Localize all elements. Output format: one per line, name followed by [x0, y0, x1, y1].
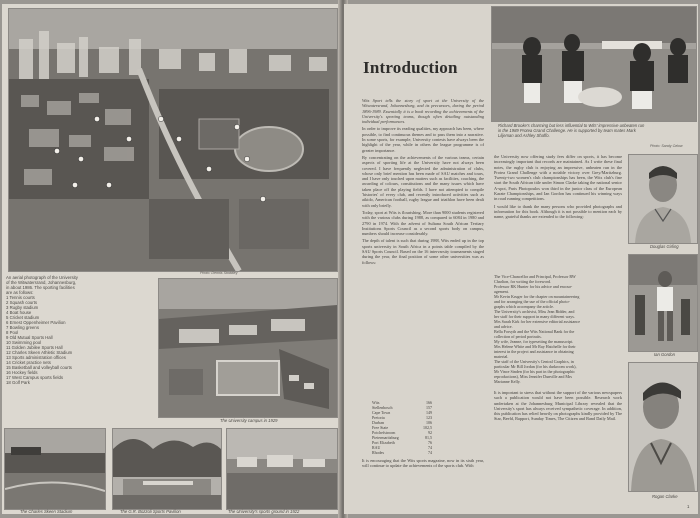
ack-line: collection of period portraits.	[494, 334, 542, 339]
ack-line: material.	[494, 354, 509, 359]
paragraph: The depth of talent is such that during 1988, Wits ended up in the top sports university in South Africa in a points table compiled by the SAU Sports Council. Based on the 16 intervarsity tournaments staged during the year, the final position of some other universities was as follows:	[362, 238, 484, 265]
sports-ground-1922-photo	[226, 428, 338, 510]
legend-line: 9 Old Mutual Sports Hall	[6, 335, 53, 340]
paragraph: In order to improve its reading qualities, my approach has been, where possible, to find continuous themes and to pass them into a narrative. In some sports, for example, University contests have always been the highlight of the year, while in others the league programme is of greater importance.	[362, 126, 484, 153]
legend-line: 6 Ernest Oppenheimer Pavilion	[6, 320, 66, 325]
douglas-girling-caption: Douglas Girling	[650, 244, 679, 249]
text-column-2-closing	[494, 390, 622, 508]
university-name: Durban	[372, 420, 384, 425]
score: 74	[428, 445, 432, 450]
ack-line: Professor RK Hunter for his advice and encour-	[494, 284, 573, 289]
bozzoli-pavilion-photo	[112, 428, 222, 510]
rugby-photo-caption: Richard Brooke's charming but less influential to Wits' impressive unbeaten run in the 1989 Protea Grand Challenge. He is supported by team mates Mark Liljeman and Ashley Shaffo.	[498, 123, 645, 138]
paragraph: It is important to stress that without the support of the various newspapers such a publication would not have been possible. Research work undertaken at the Johannesburg Municipal Library revealed that the University's sport has always received sympathetic coverage. In addition, this publication has relied heavily on photographs kindly provided by The Star, Beeld, Rapport, Sunday Times, The Citizen and Rand Daily Mail.	[494, 390, 622, 422]
legend-line: 3 Rugby stadium	[6, 305, 39, 310]
university-name: Rhodes	[372, 450, 384, 455]
ack-line: reproductions), Miss Jennifer Dunville and Mrs	[494, 374, 572, 379]
campus-1929-photo	[158, 278, 338, 418]
university-name: Free State	[372, 425, 389, 430]
ack-line: particular Mr Bill Jordan (for his darkroom work),	[494, 364, 577, 369]
bozzoli-pavilion-caption: The G.R. Bozzoli Sports Pavilion	[120, 509, 181, 514]
rogan-clarke-photo	[628, 362, 698, 492]
ack-line: and for arranging the use of the official photo-	[494, 299, 570, 304]
page-title: Introduction	[363, 58, 458, 77]
page-number: 1	[687, 504, 690, 509]
paragraph: Today, sport at Wits is flourishing. More than 9000 students registered with the various clubs during 1988, as compared to 6084 in 1980 and 2790 in 1974. With the advent of Sultana South African Tertiary Institutions Sports Council as a second sports body on campus, numbers should increase considerably.	[362, 209, 484, 237]
university-name: Wits	[372, 400, 380, 405]
legend-line: An aerial photograph of the University	[6, 275, 78, 280]
score: 92	[428, 430, 432, 435]
ack-line: Marianne Kelly.	[494, 379, 521, 384]
ack-line: interest in the project and assistance in obtaining	[494, 349, 574, 354]
university-name: Cape Town	[372, 410, 391, 415]
douglas-girling-photo	[628, 154, 698, 244]
paragraph: It is encouraging that the Wits sports magazine, now in its sixth year, will continue to update the achievements of the sports club. With	[362, 458, 484, 469]
score: 157	[426, 405, 432, 410]
ack-line: Mrs Sarah Kirk for her extensive editorial assistance	[494, 319, 581, 324]
ack-line: The University's archivist, Miss Jean Bidder, and	[494, 309, 575, 314]
score: 76	[428, 440, 432, 445]
legend-line: 7 Bowling greens	[6, 325, 39, 330]
legend-line: 2 Squash courts	[6, 300, 38, 305]
score: 123	[426, 415, 432, 420]
score: 166	[426, 400, 432, 405]
legend-line: 12 Charles Skeen Athletic Stadium	[6, 350, 73, 355]
aerial-photo	[8, 8, 338, 272]
charles-skeen-stadium-caption: The Charles Skeen Stadium	[20, 509, 73, 514]
score: 81,5	[425, 435, 432, 440]
paragraph: Wits Sport tells the story of sport at the University of the Witwatersrand, Johannesburg, and its precursors, during the period 1896-1989. Essentially it is a book recording the achievements of the University's sporting teams, though often detailing outstanding individual performances.	[362, 98, 484, 125]
ack-line: and advice.	[494, 324, 513, 329]
sports-ground-1922-caption: The University's sports ground in 1922	[228, 509, 300, 514]
aerial-caption	[6, 275, 80, 385]
legend-line: 14 Cricket practice nets	[6, 360, 51, 365]
ack-line: Mrs Helene White and Mr Ray Hatchelle for their	[494, 344, 576, 349]
ack-line: graphs which accompany the article.	[494, 304, 554, 309]
university-name: Port Elizabeth	[372, 440, 395, 445]
rugby-photo-credit: Photo: Sandy Ozlow	[650, 144, 683, 148]
legend-line: 18 Golf Park	[6, 380, 30, 385]
ian-gordon-photo	[628, 254, 698, 352]
ack-line: The staff of the University's Central Graphics, in	[494, 359, 574, 364]
rogan-clarke-caption: Rogan Clarke	[652, 494, 678, 499]
score: 102,5	[423, 425, 432, 430]
ian-gordon-caption: Ian Gordon	[654, 352, 675, 357]
paragraph: the University now offering study fees differ on sports, it has become increasingly important that records are maintained. As I write these final notes, the rugby club is enjoying an impressive, unbeaten run in the Protea Grand Challenge with a notable victory over Grey/Maritzburg. Twenty-two women's club championships has been, the Wits club's fine start the South African title under Simon Clarke taking the national senior A-spot, Paris Photopoulos won third in the junior class of the European Karate Championships, and Ian Gordon has continued his winning ways in road running competitions.	[494, 154, 622, 202]
ack-line: Bella Forsyth and the Wits National Bank for the	[494, 329, 575, 334]
ack-line: her staff for their support in many different ways.	[494, 314, 575, 319]
ack-line: The Vice-Chancellor and Principal, Professor RW	[494, 274, 576, 279]
legend-line: 8 Pool	[6, 330, 19, 335]
legend-line: 15 Basketball and volleyball courts	[6, 365, 72, 370]
legend-line: in about 1986. The sporting facilities	[6, 285, 75, 290]
aerial-photo-credit: Photo: Dennis Stoddley	[200, 271, 238, 275]
text-column-1-closing	[362, 458, 484, 508]
legend-line: 4 Boat house	[6, 310, 32, 315]
left-page	[2, 4, 342, 514]
legend-line: 5 Cricket stadium	[6, 315, 40, 320]
rugby-action-photo	[491, 6, 697, 122]
ack-line: agement.	[494, 289, 509, 294]
legend-line: 10 Swimming pool	[6, 340, 42, 345]
paragraph: I would like to thank the many persons who provided photographs and information for this book. Although it is not possible to mention each by name, grateful thanks are extended to the following:	[494, 203, 622, 220]
ack-line: Mr Kevin Kruger for the chapter on mountaineering	[494, 294, 580, 299]
paragraph: By concentrating on the achievements of the various teams, certain aspects of sporting life at the University have not always been covered. I have frequently neglected the administration of clubs, whose only brief mention has been made of SAU matches and tours, and I have only touched upon matters such as facilities, coaching, the awarding of colours, constitutions and the many issues which have taken place off the playing fields. I have not attempted to compile 'histories' of every club, and recently introduced activities such as aikido, American football, rugby league and triathlon have been dealt with only briefly.	[362, 154, 484, 208]
legend-line: of the Witwatersrand, Johannesburg,	[6, 280, 77, 285]
text-column-1	[362, 98, 484, 398]
right-page	[344, 4, 698, 514]
university-name: Potchefstroom	[372, 430, 396, 435]
campus-1929-caption: The University campus in 1929	[220, 418, 278, 423]
charles-skeen-stadium-photo	[4, 428, 106, 510]
university-name: Stellenbosch	[372, 405, 393, 410]
university-name: Pretoria	[372, 415, 385, 420]
legend-line: 17 West Campus sports fields	[6, 375, 63, 380]
text-column-2	[494, 154, 622, 272]
score: 106	[426, 420, 432, 425]
ack-line: Mr Vince Sinden (for his part in the photographic	[494, 369, 576, 374]
results-table	[372, 400, 432, 455]
legend-line: 13 Sports administration offices	[6, 355, 66, 360]
legend-line: 16 Hockey fields	[6, 370, 38, 375]
legend-line: 11 Golden Jubilee Sports Hall	[6, 345, 63, 350]
ack-line: My wife, Jeanne, for typesetting the manuscript.	[494, 339, 574, 344]
score: 74	[428, 450, 432, 455]
acknowledgements-list	[494, 274, 622, 384]
ack-line: Charlton, for writing the foreword.	[494, 279, 552, 284]
legend-line: are as follows:	[6, 290, 34, 295]
table-row	[372, 450, 432, 455]
score: 149	[426, 410, 432, 415]
university-name: Pietermaritzburg	[372, 435, 399, 440]
legend-line: 1 Tennis courts	[6, 295, 35, 300]
university-name: RAU	[372, 445, 381, 450]
